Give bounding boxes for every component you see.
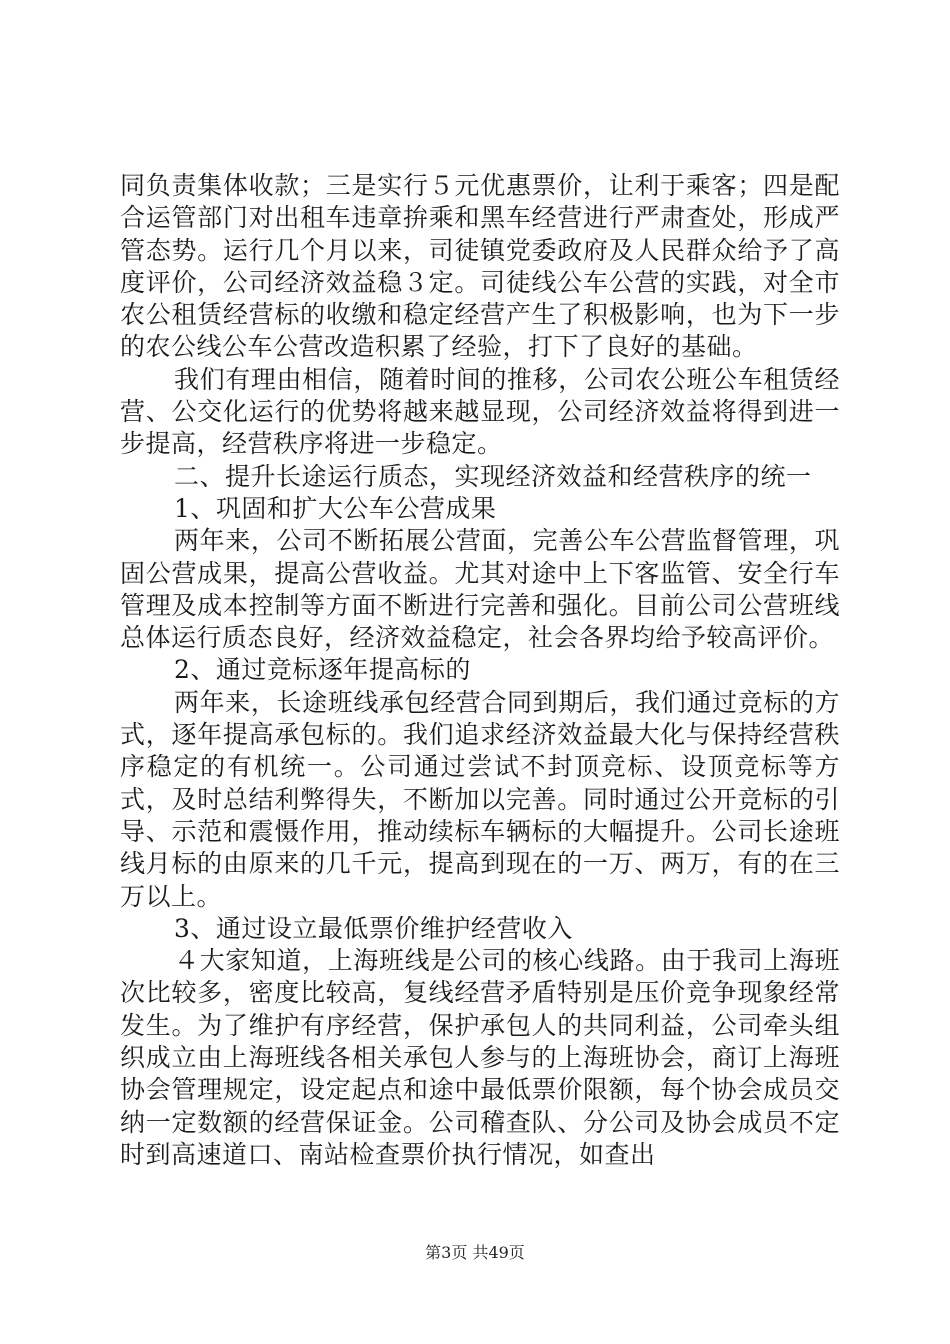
paragraph-confidence: 我们有理由相信，随着时间的推移，公司农公班公车租赁经营、公交化运行的优势将越来越显现，公司经济效益将得到进一步提高，经营秩序将进一步稳定。 xyxy=(120,364,840,459)
paragraph-bidding: 两年来，长途班线承包经营合同到期后，我们通过竞标的方式，逐年提高承包标的。我们追求经济效益最大化与保持经营秩序稳定的有机统一。公司通过尝试不封顶竞标、设顶竞标等方式，及时总结利弊得失，不断加以完善。同时通过公开竞标的引导、示范和震慑作用，推动续标车辆标的大幅提升。公司长途班线月标的由原来的几千元，提高到现在的一万、两万，有的在三万以上。 xyxy=(120,687,840,911)
paragraph-public-operation: 两年来，公司不断拓展公营面，完善公车公营监督管理，巩固公营成果，提高公营收益。尤其对途中上下客监管、安全行车管理及成本控制等方面不断进行完善和强化。目前公司公营班线总体运行质态良好，经济效益稳定，社会各界均给予较高评价。 xyxy=(120,526,840,653)
page-number-footer: 第3页 共49页 xyxy=(425,1243,525,1262)
document-body xyxy=(120,170,840,1171)
subheading-1: 1、巩固和扩大公车公营成果 xyxy=(174,493,497,523)
paragraph-shanghai-line: ４大家知道，上海班线是公司的核心线路。由于我司上海班次比较多，密度比较高，复线经营矛盾特别是压价竞争现象经常发生。为了维护有序经营，保护承包人的共同利益，公司牵头组织成立由上海班线各相关承包人参与的上海班协会，商订上海班协会管理规定，设定起点和途中最低票价限额，每个协会成员交纳一定数额的经营保证金。公司稽查队、分公司及协会成员不定时到高速道口、南站检查票价执行情况，如查出 xyxy=(120,946,840,1169)
section-heading-2: 二、提升长途运行质态，实现经济效益和经营秩序的统一 xyxy=(174,461,812,491)
subheading-3: 3、通过设立最低票价维护经营收入 xyxy=(174,913,573,943)
subheading-2: 2、通过竞标逐年提高标的 xyxy=(174,655,471,685)
paragraph-continuation: 同负责集体收款；三是实行５元优惠票价，让利于乘客；四是配合运管部门对出租车违章拚乘和黑车经营进行严肃查处，形成严管态势。运行几个月以来，司徒镇党委政府及人民群众给予了高度评价，公司经济效益稳３定。司徒线公车公营的实践，对全市农公租赁经营标的收缴和稳定经营产生了积极影响，也为下一步的农公线公车公营改造积累了经验，打下了良好的基础。 xyxy=(120,171,840,362)
